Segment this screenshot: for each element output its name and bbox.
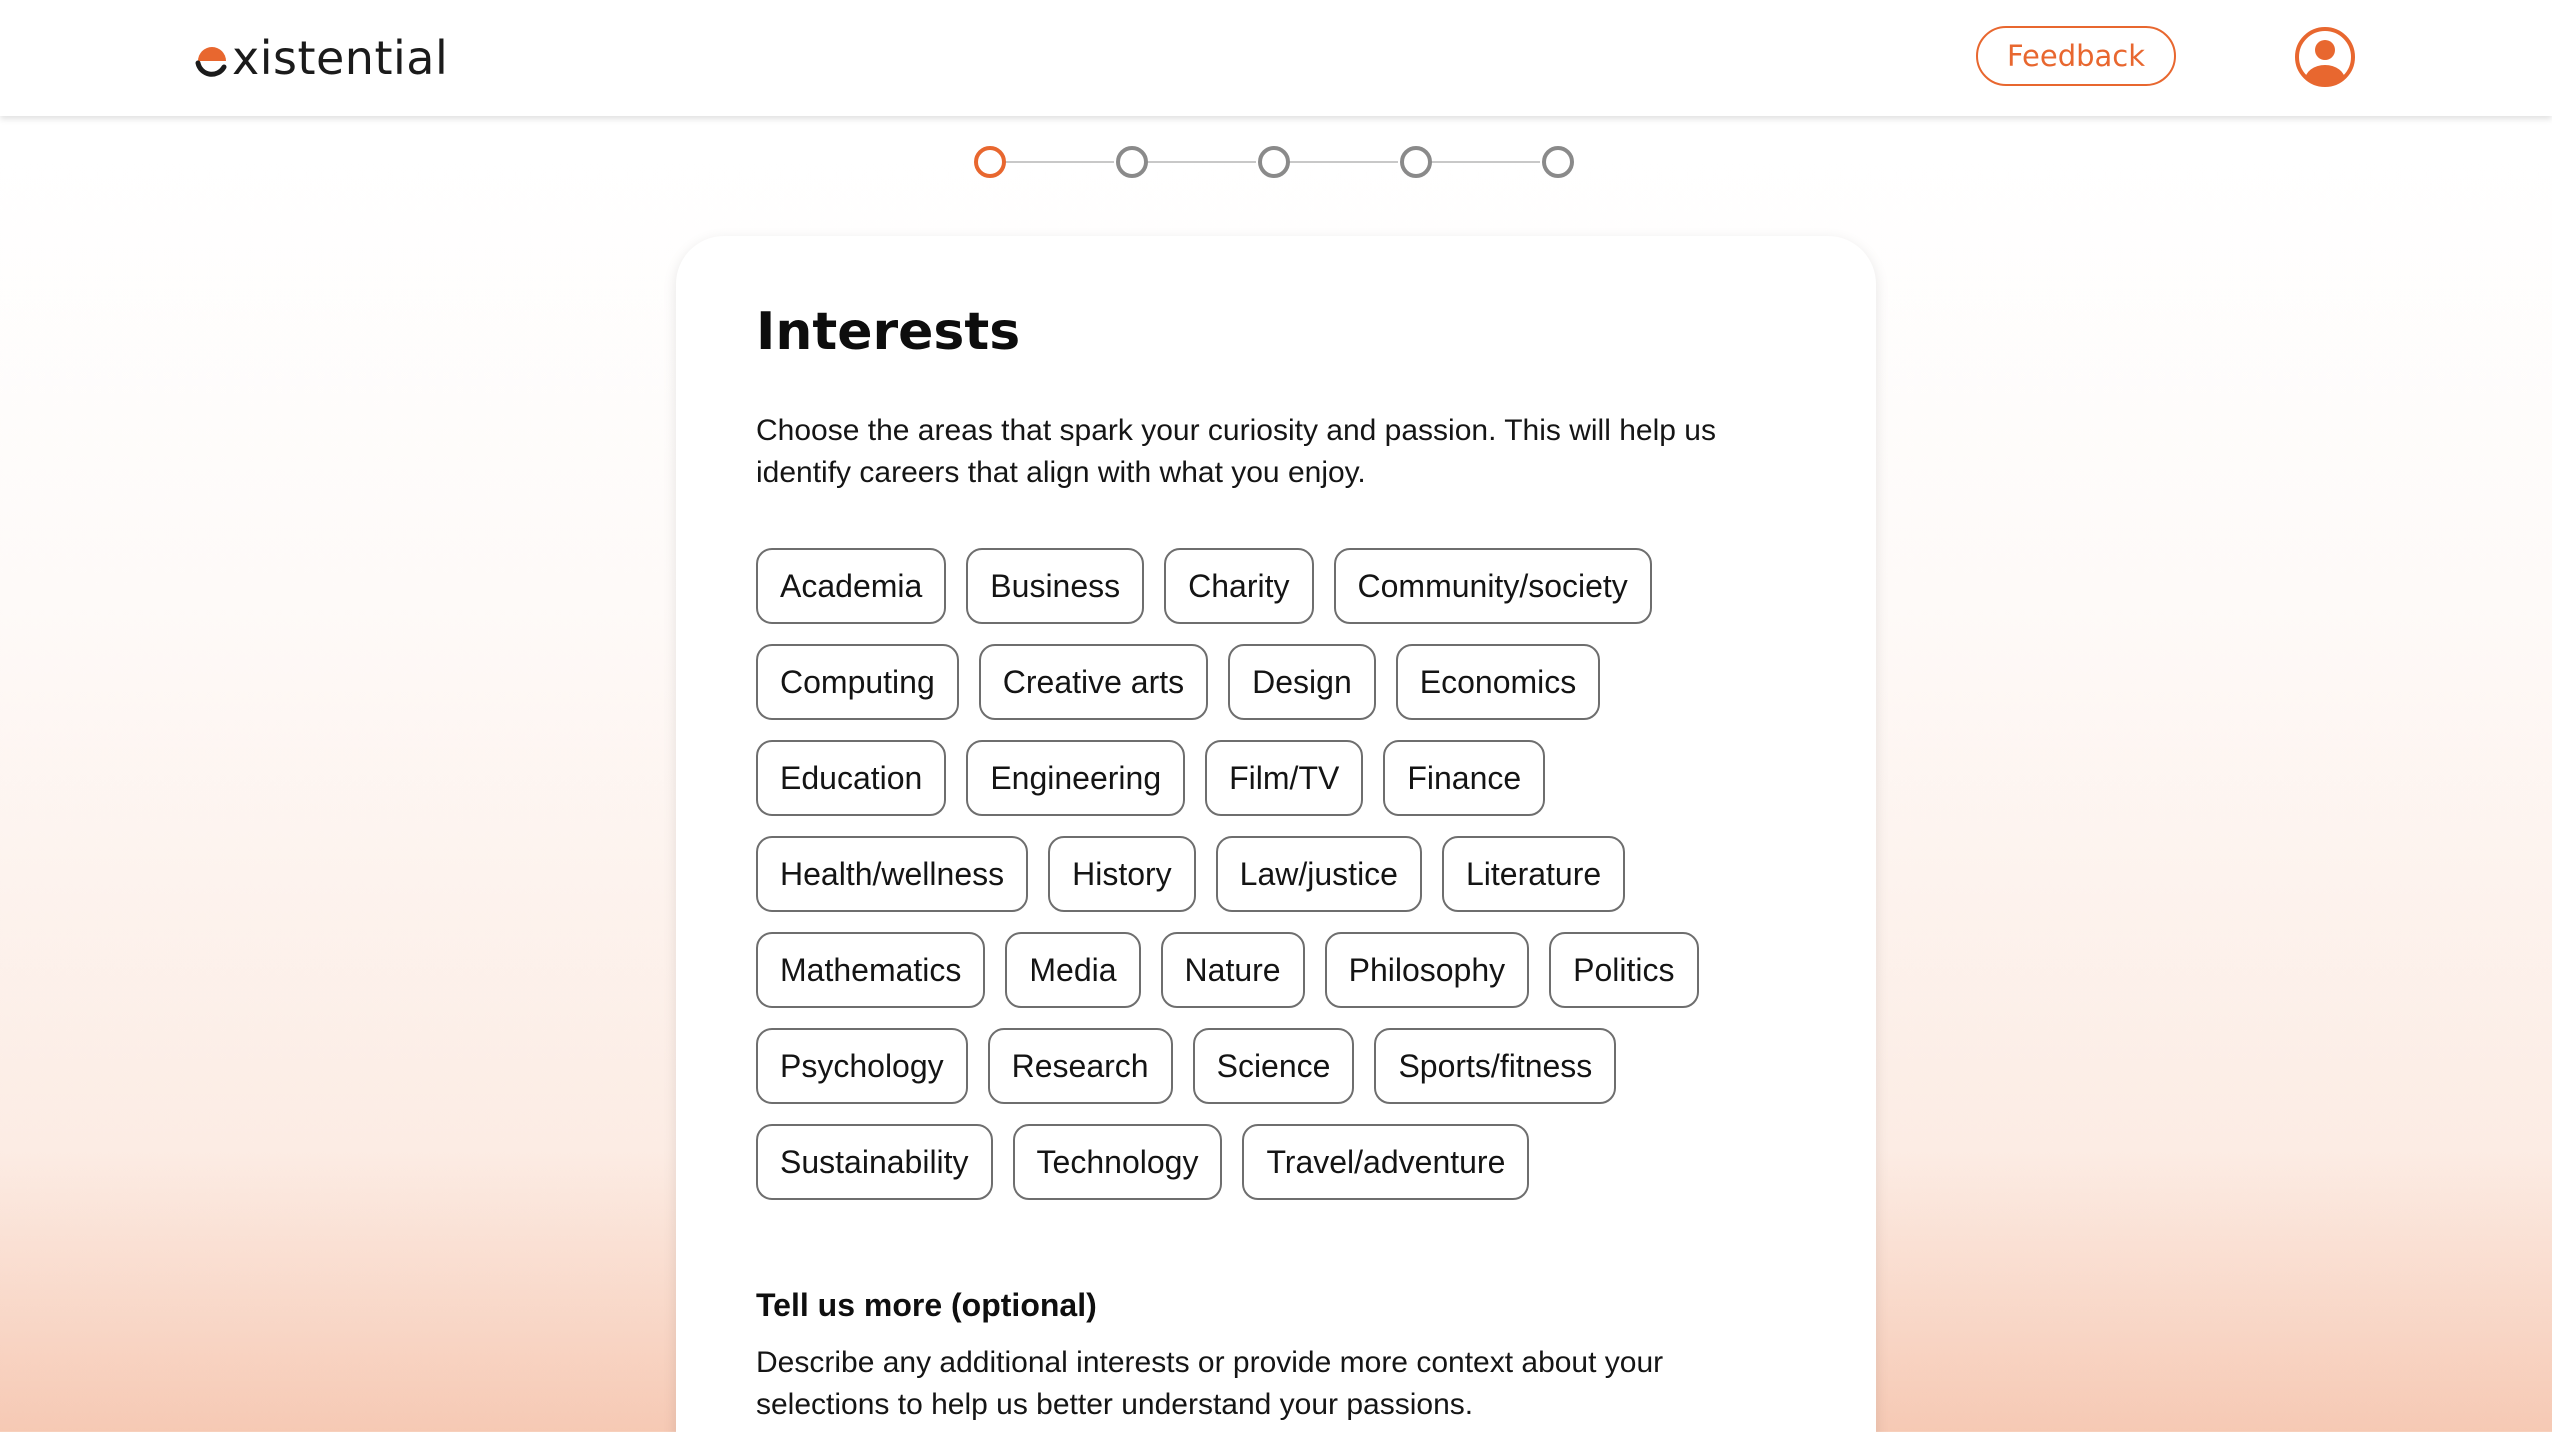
interest-chip[interactable]: Sports/fitness bbox=[1374, 1028, 1616, 1104]
interest-chip[interactable]: Travel/adventure bbox=[1242, 1124, 1529, 1200]
logo-text: xistential bbox=[232, 31, 449, 85]
interest-chip[interactable]: Engineering bbox=[966, 740, 1185, 816]
step-connector bbox=[1004, 161, 1114, 163]
tell-us-more-heading: Tell us more (optional) bbox=[756, 1287, 1097, 1323]
step-connector bbox=[1430, 161, 1540, 163]
interest-chip[interactable]: Economics bbox=[1396, 644, 1601, 720]
step-4-dot[interactable] bbox=[1400, 146, 1432, 178]
interest-chip[interactable]: Community/society bbox=[1334, 548, 1652, 624]
interest-chip[interactable]: Film/TV bbox=[1205, 740, 1363, 816]
interest-chip[interactable]: Law/justice bbox=[1216, 836, 1422, 912]
top-bar bbox=[0, 0, 2552, 116]
interests-card bbox=[676, 236, 1876, 1432]
interest-chip[interactable]: Science bbox=[1193, 1028, 1355, 1104]
progress-stepper bbox=[972, 144, 1582, 180]
interest-chip[interactable]: Health/wellness bbox=[756, 836, 1028, 912]
logo-e-icon bbox=[194, 43, 230, 79]
feedback-button[interactable]: Feedback bbox=[1976, 26, 2176, 86]
interests-description: Choose the areas that spark your curiosity and passion. This will help us identify careers that align with what you enjoy. bbox=[756, 414, 1716, 489]
interest-chip[interactable]: Research bbox=[988, 1028, 1173, 1104]
user-avatar-icon[interactable] bbox=[2294, 26, 2356, 88]
step-1-dot[interactable] bbox=[974, 146, 1006, 178]
interest-chip-group bbox=[756, 548, 1756, 1200]
interest-chip[interactable]: Nature bbox=[1161, 932, 1305, 1008]
interest-chip[interactable]: Mathematics bbox=[756, 932, 985, 1008]
interest-chip[interactable]: Literature bbox=[1442, 836, 1625, 912]
interest-chip[interactable]: Sustainability bbox=[756, 1124, 993, 1200]
step-2-dot[interactable] bbox=[1116, 146, 1148, 178]
step-5-dot[interactable] bbox=[1542, 146, 1574, 178]
tell-us-more-description: Describe any additional interests or provide more context about your selections to help us better understand your passions. bbox=[756, 1346, 1664, 1421]
interest-chip[interactable]: Business bbox=[966, 548, 1144, 624]
step-3-dot[interactable] bbox=[1258, 146, 1290, 178]
step-connector bbox=[1288, 161, 1398, 163]
interest-chip[interactable]: Education bbox=[756, 740, 946, 816]
interest-chip[interactable]: Media bbox=[1005, 932, 1140, 1008]
interest-chip[interactable]: History bbox=[1048, 836, 1196, 912]
interest-chip[interactable]: Finance bbox=[1383, 740, 1545, 816]
interest-chip[interactable]: Computing bbox=[756, 644, 959, 720]
logo[interactable] bbox=[194, 28, 448, 88]
interest-chip[interactable]: Politics bbox=[1549, 932, 1698, 1008]
interest-chip[interactable]: Academia bbox=[756, 548, 946, 624]
page-title: Interests bbox=[756, 302, 1021, 362]
interest-chip[interactable]: Technology bbox=[1013, 1124, 1223, 1200]
step-connector bbox=[1146, 161, 1256, 163]
interest-chip[interactable]: Charity bbox=[1164, 548, 1313, 624]
interest-chip[interactable]: Design bbox=[1228, 644, 1376, 720]
interest-chip[interactable]: Philosophy bbox=[1325, 932, 1530, 1008]
interest-chip[interactable]: Creative arts bbox=[979, 644, 1208, 720]
interest-chip[interactable]: Psychology bbox=[756, 1028, 968, 1104]
